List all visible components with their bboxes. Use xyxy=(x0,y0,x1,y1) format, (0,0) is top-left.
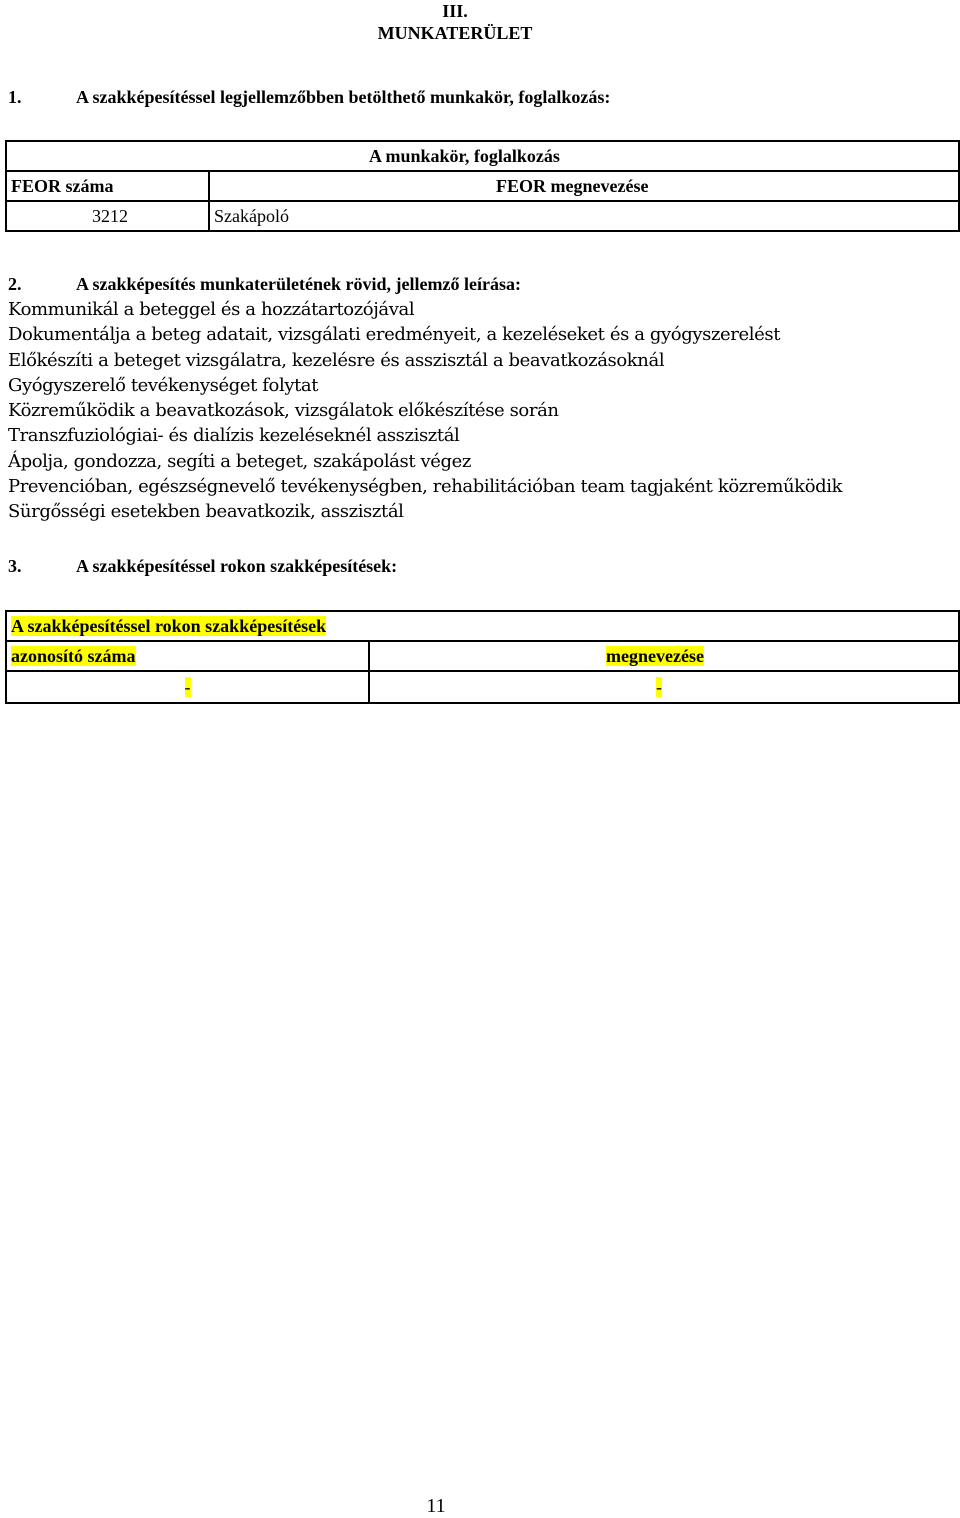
column-header-feor-code: FEOR száma xyxy=(6,171,209,201)
section-1-number: 1. xyxy=(8,87,22,107)
related-id-text: - xyxy=(184,677,191,697)
list-item: Prevencióban, egészségnevelő tevékenységben, rehabilitációban team tagjaként közreműködik xyxy=(8,476,843,498)
part-title: MUNKATERÜLET xyxy=(377,23,533,43)
section-1-heading xyxy=(8,86,610,108)
list-item: Ápolja, gondozza, segíti a beteget, szakápolást végez xyxy=(8,450,471,472)
feor-table xyxy=(5,140,960,232)
part-number: III. xyxy=(442,1,468,21)
section-3-number: 3. xyxy=(8,556,22,576)
table-group-header xyxy=(6,611,959,641)
section-3-heading xyxy=(8,555,397,577)
section-2-number: 2. xyxy=(8,274,22,294)
list-item: Transzfuziológiai- és dialízis kezeléseknél asszisztál xyxy=(8,425,460,447)
table-header-empty xyxy=(6,141,209,171)
list-item: Gyógyszerelő tevékenységet folytat xyxy=(8,374,319,396)
table-row xyxy=(6,201,959,231)
section-3-title: A szakképesítéssel rokon szakképesítések: xyxy=(76,556,398,576)
section-2-title: A szakképesítés munkaterületének rövid, jellemző leírása: xyxy=(76,274,521,294)
related-name-text: - xyxy=(656,677,662,697)
list-item: Közreműködik a beavatkozások, vizsgálatok előkészítése során xyxy=(8,400,559,422)
related-id-cell xyxy=(6,671,369,703)
table-row xyxy=(6,671,959,703)
feor-code-cell: 3212 xyxy=(6,201,209,231)
work-area-description-list xyxy=(8,297,842,525)
column-header-name-text: megnevezése xyxy=(606,646,704,666)
list-item: Sürgősségi esetekben beavatkozik, asszisztál xyxy=(8,501,404,523)
list-item: Dokumentálja a beteg adatait, vizsgálati eredményeit, a kezeléseket és a gyógyszerelést xyxy=(8,324,781,346)
page-number: 11 xyxy=(426,1495,446,1517)
related-name-cell xyxy=(369,671,959,703)
table-group-header-text: A szakképesítéssel rokon szakképesítések xyxy=(11,616,327,636)
section-1-title: A szakképesítéssel legjellemzőbben betölthető munkakör, foglalkozás: xyxy=(76,87,611,107)
column-header-name xyxy=(369,641,959,671)
table-header-row xyxy=(6,171,959,201)
list-item: Kommunikál a beteggel és a hozzátartozójával xyxy=(8,299,415,320)
table-group-header: A munkakör, foglalkozás xyxy=(209,141,959,171)
column-header-id-text: azonosító száma xyxy=(11,646,136,666)
column-header-id xyxy=(6,641,369,671)
column-header-feor-name: FEOR megnevezése xyxy=(209,171,959,201)
related-qualifications-table xyxy=(5,610,960,704)
table-header-row xyxy=(6,641,959,671)
feor-name-cell: Szakápoló xyxy=(209,201,959,231)
section-2-heading xyxy=(8,273,521,295)
table-header-row xyxy=(6,611,959,641)
list-item: Előkészíti a beteget vizsgálatra, kezelésre és asszisztál a beavatkozásoknál xyxy=(8,349,665,371)
table-header-row xyxy=(6,141,959,171)
